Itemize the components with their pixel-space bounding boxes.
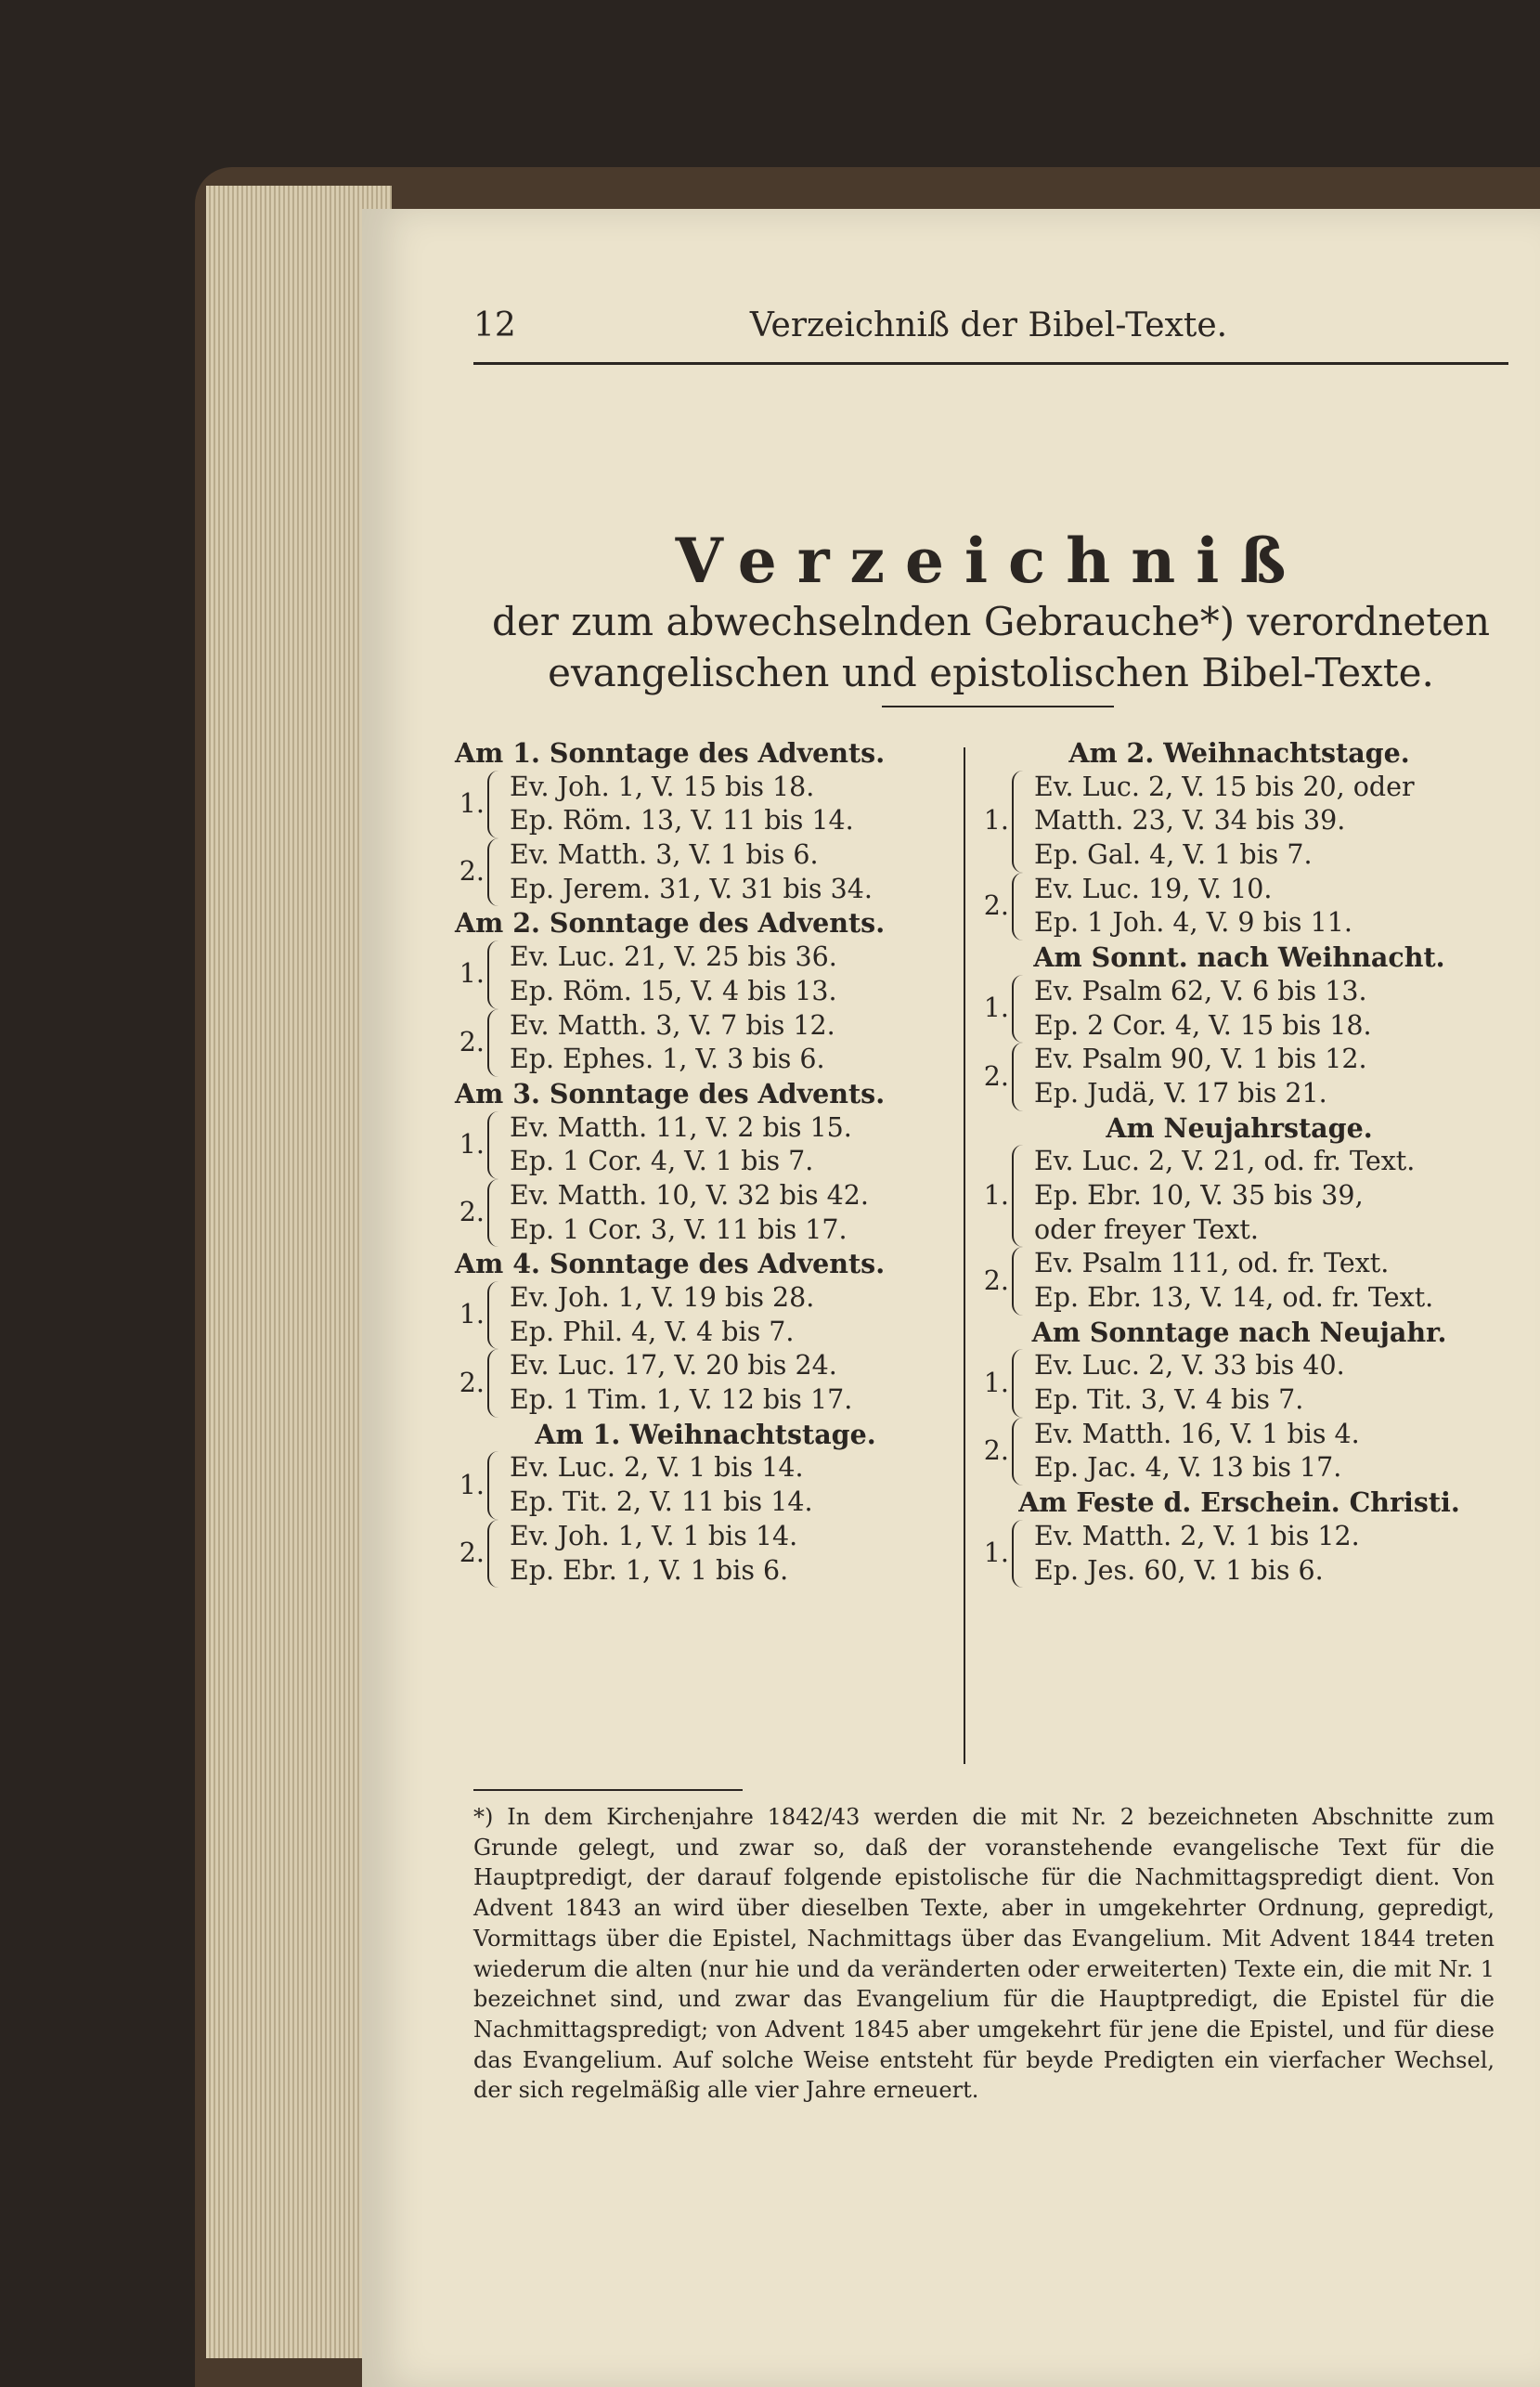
footnote <box>473 1802 1495 2106</box>
reading-line: Ev. Psalm 111, od. fr. Text. <box>1034 1248 1390 1279</box>
group-number: 1. <box>459 958 485 990</box>
reading-group <box>979 1520 1499 1588</box>
reading-line: Ep. 1 Cor. 3, V. 11 bis 17. <box>510 1213 848 1245</box>
brace-icon <box>487 1111 504 1179</box>
group-number: 1. <box>459 788 485 820</box>
section-heading: Am 2. Weihnachtstage. <box>1068 737 1410 769</box>
header-rule <box>473 362 1508 365</box>
reading-line: Ep. Phil. 4, V. 4 bis 7. <box>510 1316 795 1347</box>
section-heading: Am Sonntage nach Neujahr. <box>1031 1316 1447 1348</box>
reading-line: Ev. Psalm 62, V. 6 bis 13. <box>1034 975 1367 1006</box>
group-number: 1. <box>983 805 1009 837</box>
group-number: 1. <box>983 1537 1009 1569</box>
reading-group <box>979 1349 1499 1417</box>
reading-line: Matth. 23, V. 34 bis 39. <box>1034 805 1346 837</box>
reading-line: oder freyer Text. <box>1034 1213 1259 1245</box>
reading-line: Ev. Matth. 11, V. 2 bis 15. <box>510 1111 852 1143</box>
brace-icon <box>1012 1418 1029 1485</box>
reading-group <box>455 1451 956 1519</box>
brace-icon <box>487 941 504 1008</box>
reading-line: Ev. Psalm 90, V. 1 bis 12. <box>1034 1044 1367 1075</box>
reading-line: Ev. Matth. 3, V. 1 bis 6. <box>510 839 819 871</box>
reading-group <box>455 1281 956 1349</box>
group-number: 2. <box>459 1197 485 1228</box>
reading-line: Ev. Luc. 2, V. 33 bis 40. <box>1034 1350 1345 1382</box>
brace-icon <box>1012 771 1029 873</box>
group-number: 2. <box>459 856 485 888</box>
reading-line: Ep. 1 Joh. 4, V. 9 bis 11. <box>1034 907 1352 939</box>
brace-icon <box>487 1281 504 1349</box>
page-title: Verzeichniß <box>675 525 1307 597</box>
brace-icon <box>1012 975 1029 1043</box>
reading-line: Ep. Tit. 2, V. 11 bis 14. <box>510 1486 813 1518</box>
reading-line: Ep. Ebr. 10, V. 35 bis 39, <box>1034 1179 1364 1211</box>
reading-line: Ev. Luc. 2, V. 15 bis 20, oder <box>1034 771 1415 802</box>
reading-line: Ep. Judä, V. 17 bis 21. <box>1034 1077 1327 1109</box>
left-column <box>455 736 956 1588</box>
reading-line: Ep. Tit. 3, V. 4 bis 7. <box>1034 1384 1304 1416</box>
group-number: 1. <box>983 992 1009 1024</box>
reading-line: Ev. Luc. 2, V. 1 bis 14. <box>510 1452 804 1484</box>
section-heading: Am Neujahrstage. <box>1106 1111 1373 1144</box>
group-number: 2. <box>983 1265 1009 1296</box>
reading-line: Ev. Joh. 1, V. 15 bis 18. <box>510 771 815 802</box>
running-title: Verzeichniß der Bibel-Texte. <box>749 306 1228 344</box>
brace-icon <box>487 771 504 838</box>
brace-icon <box>487 838 504 906</box>
reading-line: Ev. Joh. 1, V. 1 bis 14. <box>510 1520 798 1551</box>
group-number: 2. <box>983 1060 1009 1092</box>
reading-line: Ev. Luc. 2, V. 21, od. fr. Text. <box>1034 1146 1416 1177</box>
reading-group <box>455 771 956 838</box>
reading-group <box>455 838 956 906</box>
brace-icon <box>1012 1247 1029 1315</box>
reading-group <box>979 1247 1499 1315</box>
reading-group <box>455 1111 956 1179</box>
reading-line: Ep. Ephes. 1, V. 3 bis 6. <box>510 1044 825 1075</box>
group-number: 2. <box>459 1537 485 1569</box>
group-number: 1. <box>459 1128 485 1160</box>
reading-group <box>979 975 1499 1043</box>
footnote-marker: *) <box>473 1804 494 1830</box>
group-number: 1. <box>983 1367 1009 1398</box>
reading-line: Ev. Luc. 21, V. 25 bis 36. <box>510 941 837 973</box>
group-number: 1. <box>459 1469 485 1500</box>
group-number: 1. <box>459 1299 485 1330</box>
section-heading: Am Sonnt. nach Weihnacht. <box>1033 941 1445 974</box>
brace-icon <box>487 1451 504 1519</box>
footnote-text: In dem Kirchenjahre 1842/43 werden die mit Nr. 2 bezeichneten Abschnitte zum Grunde gelegt, und zwar so, daß der voranstehende evangelische Text für die Hauptpredigt, der darauf folgende epistolische für die Nachmittagspredigt dient. Von Advent 1843 an wird über dieselben Texte, aber in umgekehrter Ordnung, gepredigt, Vormittags über die Epistel, Nachmittags über das Evangelium. Mit Advent 1844 treten wiederum die alten (nur hie und da veränderten oder erweiterten) Texte ein, die mit Nr. 1 bezeichnet sind, und zwar das Evangelium für die Hauptpredigt, die Epistel für die Nachmittagspredigt; von Advent 1845 aber umgekehrt für jene die Epistel, und für diese das Evangelium. Auf solche Weise entsteht für beyde Predigten ein vierfacher Wechsel, der sich regelmäßig alle vier Jahre erneuert. <box>473 1804 1495 2104</box>
brace-icon <box>487 1009 504 1077</box>
reading-line: Ep. Ebr. 13, V. 14, od. fr. Text. <box>1034 1282 1434 1313</box>
reading-group <box>455 941 956 1008</box>
reading-line: Ep. 1 Tim. 1, V. 12 bis 17. <box>510 1384 853 1416</box>
reading-line: Ep. Röm. 15, V. 4 bis 13. <box>510 975 837 1006</box>
footnote-rule <box>473 1789 743 1791</box>
page-number: 12 <box>473 306 516 344</box>
column-divider <box>964 747 965 1764</box>
brace-icon <box>1012 1043 1029 1110</box>
brace-icon <box>1012 1520 1029 1588</box>
reading-line: Ep. Gal. 4, V. 1 bis 7. <box>1034 839 1313 871</box>
reading-line: Ep. Röm. 13, V. 11 bis 14. <box>510 805 854 837</box>
group-number: 2. <box>983 890 1009 922</box>
reading-line: Ep. Jac. 4, V. 13 bis 17. <box>1034 1452 1342 1484</box>
group-number: 2. <box>459 1026 485 1057</box>
reading-line: Ev. Luc. 17, V. 20 bis 24. <box>510 1350 837 1382</box>
reading-line: Ev. Matth. 3, V. 7 bis 12. <box>510 1009 835 1041</box>
brace-icon <box>487 1179 504 1247</box>
reading-group <box>455 1179 956 1247</box>
reading-group <box>979 771 1499 873</box>
section-heading: Am Feste d. Erschein. Christi. <box>1018 1486 1460 1519</box>
reading-line: Ep. 1 Cor. 4, V. 1 bis 7. <box>510 1146 814 1177</box>
reading-line: Ep. Ebr. 1, V. 1 bis 6. <box>510 1554 789 1586</box>
brace-icon <box>1012 1145 1029 1247</box>
reading-line: Ev. Matth. 10, V. 32 bis 42. <box>510 1179 869 1211</box>
brace-icon <box>487 1520 504 1588</box>
reading-group <box>979 1145 1499 1247</box>
reading-group <box>979 1043 1499 1110</box>
group-number: 1. <box>983 1179 1009 1211</box>
section-heading: Am 1. Weihnachtstage. <box>535 1418 876 1450</box>
reading-line: Ev. Luc. 19, V. 10. <box>1034 873 1273 904</box>
right-column <box>979 736 1499 1588</box>
reading-group <box>979 1418 1499 1485</box>
reading-group <box>455 1009 956 1077</box>
book-page <box>362 209 1540 2387</box>
subtitle-line-2: evangelischen und epistolischen Bibel-Texte. <box>548 650 1434 695</box>
reading-group <box>979 873 1499 941</box>
section-heading: Am 4. Sonntage des Advents. <box>455 1248 886 1280</box>
section-heading: Am 1. Sonntage des Advents. <box>455 737 886 769</box>
reading-line: Ev. Matth. 2, V. 1 bis 12. <box>1034 1520 1360 1551</box>
reading-line: Ep. Jerem. 31, V. 31 bis 34. <box>510 873 873 904</box>
reading-line: Ep. 2 Cor. 4, V. 15 bis 18. <box>1034 1009 1372 1041</box>
reading-line: Ev. Joh. 1, V. 19 bis 28. <box>510 1282 815 1313</box>
brace-icon <box>487 1349 504 1417</box>
section-heading: Am 2. Sonntage des Advents. <box>455 907 886 940</box>
title-rule <box>882 706 1114 707</box>
reading-line: Ep. Jes. 60, V. 1 bis 6. <box>1034 1554 1324 1586</box>
brace-icon <box>1012 1349 1029 1417</box>
group-number: 2. <box>459 1367 485 1398</box>
group-number: 2. <box>983 1435 1009 1467</box>
section-heading: Am 3. Sonntage des Advents. <box>455 1077 886 1109</box>
reading-group <box>455 1349 956 1417</box>
subtitle-line-1: der zum abwechselnden Gebrauche*) verordneten <box>491 599 1491 644</box>
brace-icon <box>1012 873 1029 941</box>
reading-group <box>455 1520 956 1588</box>
reading-line: Ev. Matth. 16, V. 1 bis 4. <box>1034 1418 1360 1449</box>
